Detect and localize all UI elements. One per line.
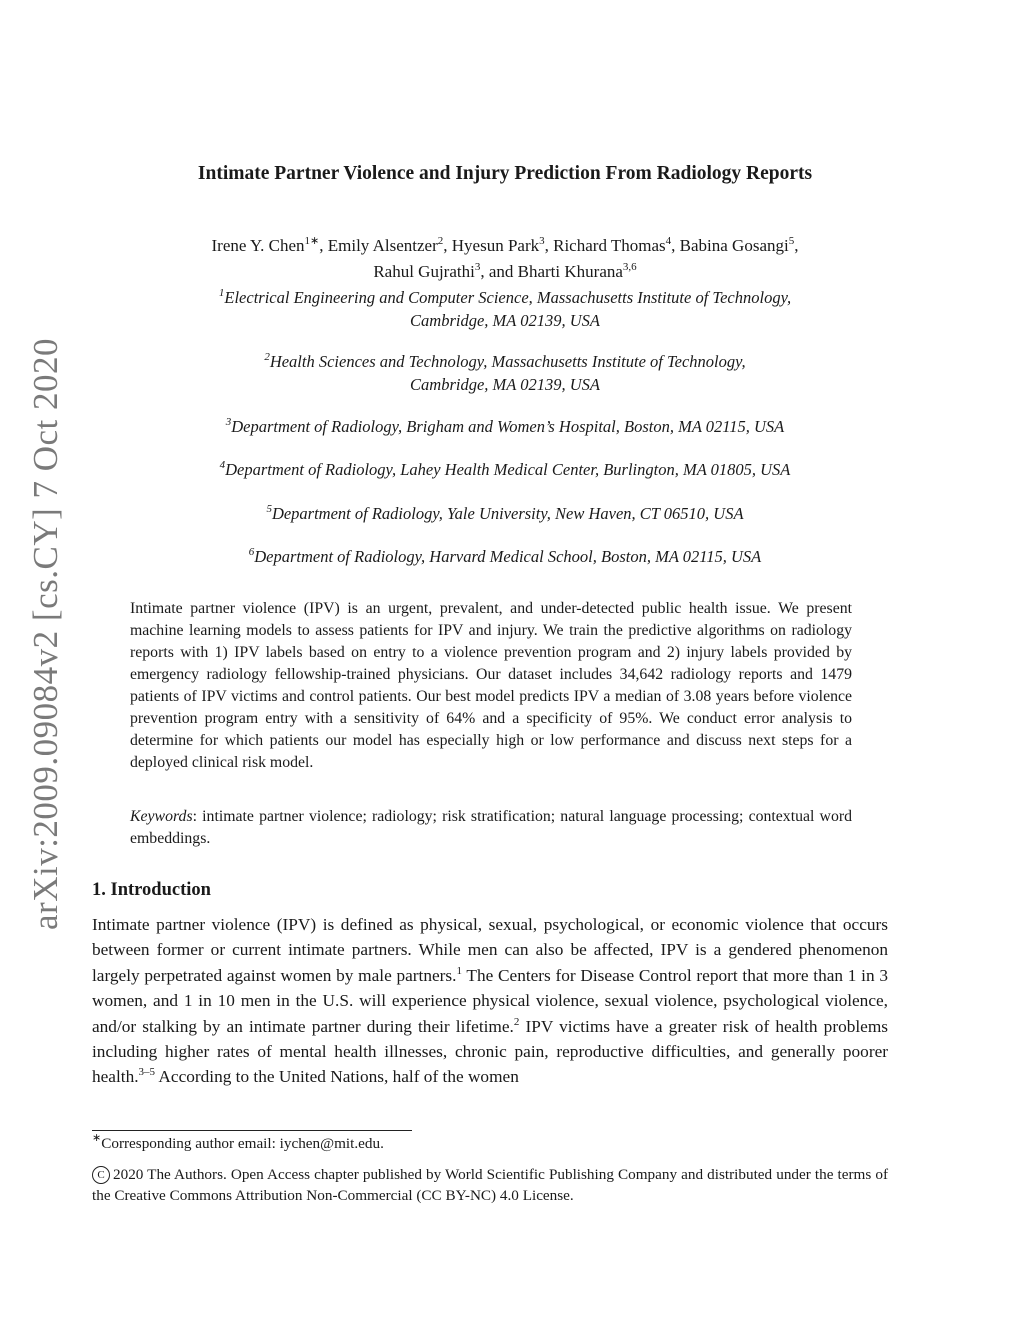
author-sup: 1∗ [304, 235, 320, 247]
author-name: Rahul Gujrathi [373, 262, 475, 281]
body-text: Intimate partner violence (IPV) is defined as physical, sexual, psychological, or economic violence that occurs between former or current intimate partners. While men can also be affected, IPV is a gendered phenomenon largely perpetrated against women by male partners. [92, 915, 888, 985]
affiliation-line: Department of Radiology, Lahey Health Medical Center, Burlington, MA 01805, USA [225, 460, 791, 479]
arxiv-identifier: arXiv:2009.09084v2 [cs.CY] 7 Oct 2020 [26, 337, 65, 930]
author-sup: 3,6 [622, 261, 637, 273]
affiliation-sup: 3 [225, 416, 232, 428]
author-name: , Babina Gosangi [671, 236, 789, 255]
affiliation-line: Cambridge, MA 02139, USA [410, 311, 600, 330]
body-text: The Centers for Disease Control report that more than 1 in 3 women, and 1 in 10 men in the U.S. will experience physical violence, sexual violence, psychological violence, and/or stalking by an intimate partner during their lifetime. [92, 965, 888, 1036]
affiliation-sup: 5 [266, 503, 272, 515]
affiliation-line: Department of Radiology, Brigham and Women’s Hospital, Boston, MA 02115, USA [231, 417, 785, 436]
affiliation-3 [90, 415, 920, 438]
keywords-label: Keywords [130, 808, 193, 825]
author-sup: 5 [788, 235, 795, 247]
author-separator: , [794, 236, 799, 255]
affiliation-4 [90, 458, 920, 481]
section-heading: 1. Introduction [92, 880, 211, 900]
affiliation-6 [90, 545, 920, 568]
citation: 2 [513, 1015, 520, 1028]
author-sup: 2 [437, 235, 444, 247]
author-sup: 4 [665, 235, 672, 247]
keywords [130, 806, 852, 850]
body-text: According to the United Nations, half of the women [155, 1067, 519, 1087]
author-name: , and Bharti Khurana [480, 262, 623, 281]
affiliation-1 [90, 286, 920, 332]
footnote-rule [92, 1130, 412, 1131]
affiliation-line: Cambridge, MA 02139, USA [410, 375, 600, 394]
introduction-paragraph [92, 912, 888, 1090]
author-name: Irene Y. Chen [211, 236, 305, 255]
affiliation-sup: 4 [219, 459, 226, 471]
affiliation-line: Electrical Engineering and Computer Science, Massachusetts Institute of Technology, [224, 288, 792, 307]
affiliation-5 [90, 502, 920, 525]
copyright-icon: C [92, 1166, 110, 1184]
citation: 3–5 [138, 1066, 156, 1079]
citation: 1 [456, 964, 462, 977]
affiliation-sup: 1 [218, 287, 225, 299]
footnote-text: 2020 The Authors. Open Access chapter published by World Scientific Publishing Company and distributed under the terms of the Creative Commons Attribution Non-Commercial (CC BY-NC) 4.0 License. [92, 1166, 888, 1204]
footnote-corresponding [92, 1134, 888, 1155]
affiliation-line: Department of Radiology, Harvard Medical School, Boston, MA 02115, USA [254, 547, 762, 566]
footnote-mark: ∗ [92, 1132, 102, 1144]
author-sup: 3 [539, 235, 545, 247]
author-list [90, 233, 920, 285]
affiliation-sup: 2 [264, 351, 270, 363]
author-name: , Richard Thomas [544, 236, 666, 255]
footnote-copyright [92, 1165, 888, 1206]
author-name: , Hyesun Park [443, 236, 540, 255]
affiliation-line: Health Sciences and Technology, Massachusetts Institute of Technology, [269, 352, 746, 371]
body-text: IPV victims have a greater risk of health problems including higher rates of mental health illnesses, chronic pain, reproductive difficulties, and generally poorer health. [92, 1016, 888, 1087]
author-sup: 3 [474, 261, 481, 273]
keywords-text: : intimate partner violence; radiology; risk stratification; natural language processing; contextual word embeddings. [130, 808, 852, 847]
author-name: , Emily Alsentzer [319, 236, 438, 255]
affiliation-2 [90, 350, 920, 396]
affiliation-line: Department of Radiology, Yale University, New Haven, CT 06510, USA [271, 504, 744, 523]
affiliation-sup: 6 [248, 546, 255, 558]
abstract: Intimate partner violence (IPV) is an urgent, prevalent, and under-detected public health issue. We present machine learning models to assess patients for IPV and injury. We train the predictive algorithms on radiology reports with 1) IPV labels based on entry to a violence prevention program and 2) injury labels provided by emergency radiology fellowship-trained physicians. Our dataset includes 34,642 radiology reports and 1479 patients of IPV victims and control patients. Our best model predicts IPV a median of 3.08 years before violence prevention program entry with a sensitivity of 64% and a specificity of 95%. We conduct error analysis to determine for which patients our model has especially high or low performance and discuss next steps for a deployed clinical risk model. [130, 600, 852, 771]
paper-title: Intimate Partner Violence and Injury Prediction From Radiology Reports [197, 163, 813, 184]
footnote-text: Corresponding author email: iychen@mit.edu. [101, 1135, 384, 1152]
